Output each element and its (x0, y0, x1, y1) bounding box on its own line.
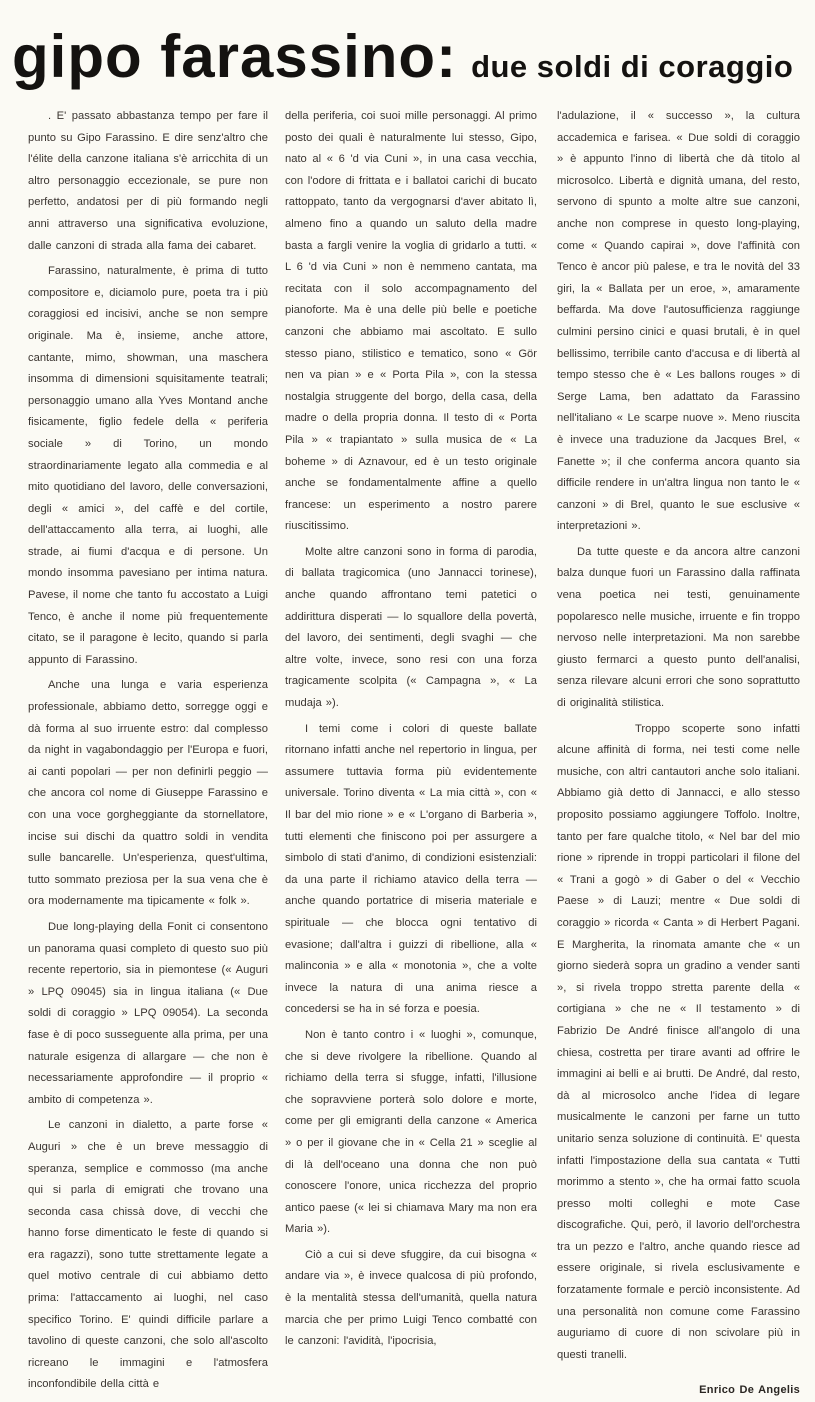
article-subtitle: due soldi di coraggio (471, 49, 794, 84)
paragraph: Troppo scoperte sono infatti alcune affinità di forma, nei testi come nelle musiche, con altri cantautori anche solo italiani. Abbiamo già detto di Jannacci, e allo stesso proposito possiamo aggiungere Toffolo. Inoltre, tanto per fare qualche titolo, « Nel bar del mio rione » riprende in troppi particolari il filone del « Trani a gogò » di Gaber o del « Vecchio Paese » di Lauzi; mentre « Due soldi di coraggio » ricorda « Canta » di Herbert Pagani. E Margherita, la rinomata amante che « un giorno siederà sopra un gradino a vender santi », si rivela troppo stretta parente della « cortigiana » che ne « Il testamento » di Fabrizio De André finisce all'angolo di una chiesa, costretta per tirare avanti ad offrire le immagini ai belli e ai brutti. De André, dal resto, dà al microsolco anche l'idea di legare musicalmente le canzoni per farne un tutto unitario senza soluzione di continuità. E' questa infatti l'impostazione della sua cantata « Tutti morimmo a stento », che ha ormai fatto scuola presso molti colleghi e mote Case discografiche. Qui, però, il lavorio dell'orchestra tra un pezzo e l'altro, anche quando riesce ad essere originale, si rivela esclusivamente e forzatamente formale e perciò inconsistente. Ad una personalità non comune come Farassino auguriamo di cuore di non scivolare più in questi tranelli. (557, 722, 800, 1361)
paragraph: . E' passato abbastanza tempo per fare il punto su Gipo Farassino. E dire senz'altro che l'élite della canzone italiana s'è arricchita di un altro personaggio eccezionale, se pure non perfetto, andatosi per di più formando negli anni attraverso una significativa evoluzione, dalle canzoni di strada alla fama dei cabaret. (28, 110, 268, 252)
author-signature: Enrico De Angelis (699, 1384, 800, 1397)
paragraph: della periferia, coi suoi mille personaggi. Al primo posto dei quali è naturalmente lui stesso, Gipo, nato al « 6 'd via Cuni », in una casa vecchia, con l'odore di frittata e i ballatoi carichi di bucato rattoppato, tanto da vergognarsi d'aver abitato lì, almeno fino a quando un saluto della madre basta a fargli venire la voglia di gridarlo a tutti. « L 6 'd via Cuni » non è nemmeno cantata, ma recitata con il solo accompagnamento del pianoforte. Ma è una delle più belle e poetiche canzoni che abbiamo mai ascoltato. E sullo stesso piano, stilistico e tematico, sono « Gör nen va pian » e « Porta Pila », con la stessa nostalgia struggente del borgo, della casa, della madre o della propria donna. Il testo di « Porta Pila » « trapiantato » sulla musica de « La boheme » di Aznavour, ed è un testo originale anche se fondamentalmente affine a quello francese: un esperimento a nostro parere riuscitissimo. (285, 110, 537, 533)
paragraph: Ciò a cui si deve sfuggire, da cui bisogna « andare via », è invece qualcosa di più profondo, è la mentalità stessa dell'umanità, quella natura marcia che per primo Luigi Tenco combatté con le canzoni: l'avidità, l'ipocrisia, (285, 1248, 537, 1348)
paragraph: Le canzoni in dialetto, a parte forse « Auguri » che è un breve messaggio di speranza, semplice e commosso (ma anche qui si parla di emigrati che trovano una seconda casa chissà dove, di vecchi che hanno forse dimenticato le feste di quando si era ragazzi), sono tutte strettamente legate a quel motivo centrale di cui abbiamo detto prima: l'attaccamento ai luoghi, nel caso specifico Torino. E' quindi difficile parlare a tavolino di queste canzoni, che solo all'ascolto ricreano le immagini e l'atmosfera inconfondibile della città e (28, 1119, 268, 1391)
text-column-2 (285, 106, 537, 1357)
paragraph: l'adulazione, il « successo », la cultura accademica e farisea. « Due soldi di coraggio » è appunto l'inno di libertà che dà titolo al microsolco. Libertà e dignità umana, del resto, servono di spunto a molte altre sue canzoni, anche non comprese in questo long-playing, come « Quando capirai », dove l'affinità con Tenco è ancor più palese, e tra le novità del 33 giri, la « Ballata per un eroe, », amaramente beffarda. Ma dove l'autosufficienza raggiunge culmini persino cinici e quasi brutali, è in quel bellissimo, terribile canto d'accusa e di libertà al tempo stesso che è « Les ballons rouges » di Serge Lama, ben adattato da Farassino nell'italiano « Le scarpe nuove ». Meno riuscita è invece una traduzione da Jacques Brel, « Fanette »; il che conferma ancora quanto sia difficile rendere in un'altra lingua non tanto le « canzoni » di Brel, quanto le sue esclusive « interpretazioni ». (557, 110, 800, 533)
article-title (12, 22, 793, 108)
paragraph: Molte altre canzoni sono in forma di parodia, di ballata tragicomica (uno Jannacci torinese), anche quando affrontano temi patetici o addirittura disperati — lo squallore della povertà, del lavoro, dei sentimenti, degli svaghi — che altre volte, invece, sono resi con una forza tragicamente scolpita (« Campagna », « La mudaja »). (285, 545, 537, 710)
paragraph: Anche una lunga e varia esperienza professionale, abbiamo detto, sorregge oggi e dà forma al suo irruente estro: dal complesso da night in vagabondaggio per l'Europa e fuori, ai canti popolari — per non definirli peggio — che ancora col nome di Giuseppe Farassino e con una voce gorgheggiante da stornellatore, incise sui dischi da quattro soldi in vendita sulle bancarelle. Un'esperienza, quest'ultima, tutto sommato preziosa per la sua vena che è ora modernamente ma tipicamente « folk ». (28, 679, 268, 908)
paragraph: Da tutte queste e da ancora altre canzoni balza dunque fuori un Farassino dalla raffinata vena poetica nei testi, genuinamente popolaresco nelle musiche, irruente e fin troppo nervoso nelle interpretazioni. Ma non sarebbe giusto fermarci a questo punto dell'analisi, senza rilevare alcuni errori che sono soprattutto di originalità stilistica. (557, 545, 800, 710)
paragraph: I temi come i colori di queste ballate ritornano infatti anche nel repertorio in lingua, per assumere tuttavia forma più evidentemente universale. Torino diventa « La mia città », con « Il bar del mio rione » e « L'organo di Barberia », tutti elementi che finiscono poi per assurgere a simbolo di stati d'animo, di condizioni esistenziali: da una parte il richiamo atavico della terra — anche quando portatrice di miseria materiale e spirituale — che blocca ogni tentativo di evasione; dall'altra i guizzi di ribellione, alla « malinconia » e alla « monotonia », che a volte invece la natura di una anima riesce a concedersi se ha in sé forza e poesia. (285, 722, 537, 1016)
text-column-3 (557, 106, 800, 1402)
paragraph: Non è tanto contro i « luoghi », comunque, che si deve rivolgere la ribellione. Quando al richiamo della terra si sfugge, infatti, l'illusione che sopravviene porterà solo dolore e morte, come per gli emigranti della canzone « America » o per il giovane che in « Cella 21 » sceglie al di là dell'oceano una donna che non può conoscere l'onore, unica ricchezza del proprio antico paese (« lei si chiamava Mary ma non era Maria »). (285, 1028, 537, 1236)
text-column-1 (28, 106, 268, 1400)
article-title-main: gipo farassino: (12, 23, 458, 90)
paragraph: Due long-playing della Fonit ci consentono un panorama quasi completo di questo suo più recente repertorio, sia in piemontese (« Auguri » LPQ 09045) sia in lingua italiana (« Due soldi di coraggio » LPQ 09054). La seconda fase è di poco susseguente alla prima, per una naturale esigenza di allargare — che non è necessariamente approfondire — il proprio « ambito di competenza ». (28, 920, 268, 1106)
paragraph: Farassino, naturalmente, è prima di tutto compositore e, diciamolo pure, poeta tra i più coraggiosi ed incisivi, anche se non sempre originale. Ma è, insieme, anche attore, cantante, mimo, showman, una maschera insomma di dimensioni squisitamente teatrali; personaggio umano alla Yves Montand anche fisicamente, figlio fedele della « periferia sociale » di Torino, un mondo straordinariamente legato alla commedia e al mito quotidiano del lavoro, delle conversazioni, degli « amici », del caffè e del cortile, dell'attaccamento alla terra, ai luoghi, alle strade, ai fiumi d'acqua e di persone. Un mondo insomma pavesiano per intima natura. Pavese, il nome che tanto fu accostato a Luigi Tenco, è anche il nome più frequentemente citato, se il paragone è lecito, quando si parla appunto di Farassino. (28, 265, 268, 666)
